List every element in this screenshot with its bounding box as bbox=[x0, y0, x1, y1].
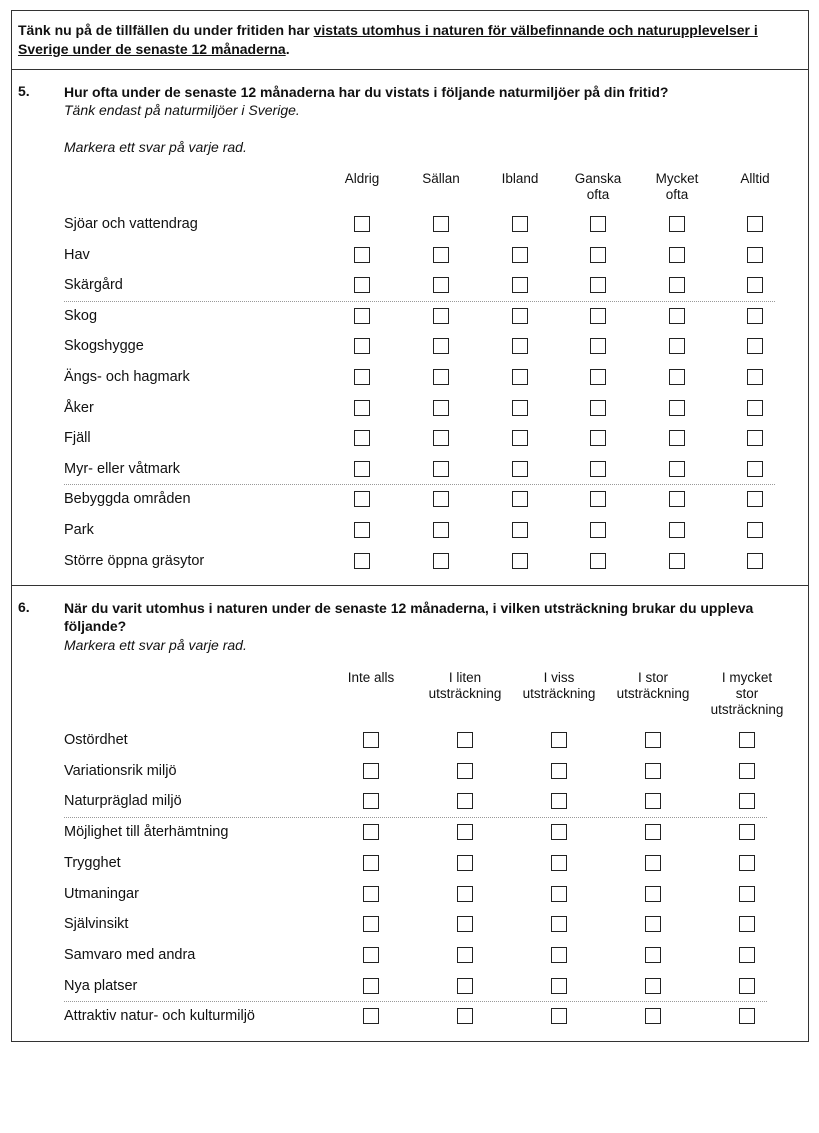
answer-checkbox[interactable] bbox=[512, 247, 528, 263]
answer-checkbox[interactable] bbox=[551, 886, 567, 902]
row-group-divider bbox=[64, 484, 775, 485]
answer-checkbox[interactable] bbox=[433, 216, 449, 232]
intro-underlined: vistats utomhus i naturen för välbefinnande och naturupplevelser i Sverige under de senaste 12 månaderna bbox=[18, 22, 758, 57]
answer-checkbox[interactable] bbox=[590, 338, 606, 354]
row-label: Samvaro med andra bbox=[64, 946, 196, 963]
answer-checkbox[interactable] bbox=[433, 400, 449, 416]
answer-checkbox[interactable] bbox=[512, 430, 528, 446]
question-5-hint: Tänk endast på naturmiljöer i Sverige. bbox=[64, 102, 300, 118]
answer-checkbox[interactable] bbox=[433, 430, 449, 446]
answer-checkbox[interactable] bbox=[433, 277, 449, 293]
answer-checkbox[interactable] bbox=[433, 491, 449, 507]
answer-checkbox[interactable] bbox=[457, 947, 473, 963]
column-header: Inte alls bbox=[347, 670, 395, 685]
answer-checkbox[interactable] bbox=[363, 824, 379, 840]
answer-checkbox[interactable] bbox=[433, 338, 449, 354]
answer-checkbox[interactable] bbox=[739, 886, 755, 902]
answer-checkbox[interactable] bbox=[551, 824, 567, 840]
answer-checkbox[interactable] bbox=[747, 247, 763, 263]
answer-checkbox[interactable] bbox=[363, 763, 379, 779]
answer-checkbox[interactable] bbox=[354, 461, 370, 477]
answer-checkbox[interactable] bbox=[645, 886, 661, 902]
answer-checkbox[interactable] bbox=[739, 1008, 755, 1024]
answer-checkbox[interactable] bbox=[669, 369, 685, 385]
intro-plain: Tänk nu på de tillfällen du under fritiden har bbox=[18, 22, 314, 38]
answer-checkbox[interactable] bbox=[669, 430, 685, 446]
answer-checkbox[interactable] bbox=[457, 978, 473, 994]
answer-checkbox[interactable] bbox=[457, 1008, 473, 1024]
row-label: Skog bbox=[64, 307, 98, 324]
row-label: Ängs- och hagmark bbox=[64, 369, 190, 385]
answer-checkbox[interactable] bbox=[551, 763, 567, 779]
answer-checkbox[interactable] bbox=[433, 553, 449, 569]
answer-checkbox[interactable] bbox=[512, 522, 528, 538]
answer-checkbox[interactable] bbox=[433, 369, 449, 385]
answer-checkbox[interactable] bbox=[739, 824, 755, 840]
row-label: Skärgård bbox=[64, 277, 123, 294]
answer-checkbox[interactable] bbox=[669, 400, 685, 416]
answer-checkbox[interactable] bbox=[645, 978, 661, 994]
answer-checkbox[interactable] bbox=[590, 216, 606, 232]
row-label: Större öppna gräsytor bbox=[64, 552, 205, 569]
answer-checkbox[interactable] bbox=[363, 793, 379, 809]
question-5-number: 5. bbox=[18, 83, 30, 99]
row-label: Nya platser bbox=[64, 977, 138, 994]
answer-checkbox[interactable] bbox=[645, 732, 661, 748]
answer-checkbox[interactable] bbox=[512, 400, 528, 416]
answer-checkbox[interactable] bbox=[354, 522, 370, 538]
answer-checkbox[interactable] bbox=[747, 522, 763, 538]
question-5-instruction: Markera ett svar på varje rad. bbox=[64, 139, 247, 155]
answer-checkbox[interactable] bbox=[645, 793, 661, 809]
answer-checkbox[interactable] bbox=[363, 947, 379, 963]
answer-checkbox[interactable] bbox=[747, 369, 763, 385]
answer-checkbox[interactable] bbox=[590, 400, 606, 416]
answer-checkbox[interactable] bbox=[747, 216, 763, 232]
answer-checkbox[interactable] bbox=[354, 491, 370, 507]
answer-checkbox[interactable] bbox=[354, 277, 370, 293]
answer-checkbox[interactable] bbox=[590, 308, 606, 324]
answer-checkbox[interactable] bbox=[739, 978, 755, 994]
answer-checkbox[interactable] bbox=[551, 978, 567, 994]
row-group-divider bbox=[64, 817, 767, 818]
answer-checkbox[interactable] bbox=[739, 763, 755, 779]
answer-checkbox[interactable] bbox=[457, 793, 473, 809]
answer-checkbox[interactable] bbox=[747, 553, 763, 569]
answer-checkbox[interactable] bbox=[512, 491, 528, 507]
row-label: Ostördhet bbox=[64, 732, 128, 748]
answer-checkbox[interactable] bbox=[551, 916, 567, 932]
intro-text bbox=[18, 21, 798, 59]
column-header: Ganska ofta bbox=[574, 171, 622, 202]
answer-checkbox[interactable] bbox=[363, 855, 379, 871]
answer-checkbox[interactable] bbox=[363, 978, 379, 994]
answer-checkbox[interactable] bbox=[354, 308, 370, 324]
answer-checkbox[interactable] bbox=[551, 947, 567, 963]
answer-checkbox[interactable] bbox=[363, 886, 379, 902]
answer-checkbox[interactable] bbox=[512, 338, 528, 354]
answer-checkbox[interactable] bbox=[669, 491, 685, 507]
answer-checkbox[interactable] bbox=[739, 947, 755, 963]
answer-checkbox[interactable] bbox=[669, 522, 685, 538]
question-6-instruction: Markera ett svar på varje rad. bbox=[64, 637, 247, 653]
row-label: Park bbox=[64, 522, 94, 538]
answer-checkbox[interactable] bbox=[551, 1008, 567, 1024]
divider bbox=[12, 69, 808, 70]
answer-checkbox[interactable] bbox=[354, 400, 370, 416]
row-label: Naturpräglad miljö bbox=[64, 793, 182, 810]
answer-checkbox[interactable] bbox=[512, 308, 528, 324]
answer-checkbox[interactable] bbox=[354, 553, 370, 569]
answer-checkbox[interactable] bbox=[645, 1008, 661, 1024]
answer-checkbox[interactable] bbox=[354, 430, 370, 446]
row-label: Fjäll bbox=[64, 430, 91, 447]
answer-checkbox[interactable] bbox=[551, 732, 567, 748]
answer-checkbox[interactable] bbox=[739, 793, 755, 809]
row-group-divider bbox=[64, 301, 775, 302]
question-6-number: 6. bbox=[18, 599, 30, 615]
answer-checkbox[interactable] bbox=[645, 947, 661, 963]
answer-checkbox[interactable] bbox=[739, 855, 755, 871]
answer-checkbox[interactable] bbox=[669, 338, 685, 354]
row-label: Möjlighet till återhämtning bbox=[64, 824, 229, 841]
answer-checkbox[interactable] bbox=[747, 277, 763, 293]
row-label: Skogshygge bbox=[64, 338, 144, 355]
column-header: I mycket stor utsträckning bbox=[710, 670, 784, 717]
answer-checkbox[interactable] bbox=[457, 824, 473, 840]
question-5-text: Hur ofta under de senaste 12 månaderna har du vistats i följande naturmiljöer på din fritid? bbox=[64, 84, 669, 100]
answer-checkbox[interactable] bbox=[433, 247, 449, 263]
questionnaire-page bbox=[11, 10, 809, 1042]
answer-checkbox[interactable] bbox=[433, 308, 449, 324]
column-header: Alltid bbox=[740, 171, 770, 186]
answer-checkbox[interactable] bbox=[354, 247, 370, 263]
question-6-text: När du varit utomhus i naturen under de senaste 12 månaderna, i vilken utsträckning brukar du uppleva följande? bbox=[64, 600, 754, 634]
answer-checkbox[interactable] bbox=[747, 308, 763, 324]
answer-checkbox[interactable] bbox=[512, 216, 528, 232]
answer-checkbox[interactable] bbox=[457, 886, 473, 902]
answer-checkbox[interactable] bbox=[590, 277, 606, 293]
answer-checkbox[interactable] bbox=[363, 916, 379, 932]
answer-checkbox[interactable] bbox=[551, 793, 567, 809]
column-header: Ibland bbox=[501, 171, 539, 186]
answer-checkbox[interactable] bbox=[669, 277, 685, 293]
intro-end: . bbox=[285, 41, 290, 57]
answer-checkbox[interactable] bbox=[457, 916, 473, 932]
row-label: Åker bbox=[64, 399, 94, 416]
answer-checkbox[interactable] bbox=[645, 855, 661, 871]
answer-checkbox[interactable] bbox=[747, 461, 763, 477]
answer-checkbox[interactable] bbox=[739, 916, 755, 932]
answer-checkbox[interactable] bbox=[590, 369, 606, 385]
answer-checkbox[interactable] bbox=[457, 732, 473, 748]
column-header: Mycket ofta bbox=[655, 171, 699, 202]
row-label: Självinsikt bbox=[64, 916, 129, 933]
row-label: Utmaningar bbox=[64, 885, 139, 902]
row-label: Hav bbox=[64, 246, 90, 263]
column-header: I viss utsträckning bbox=[522, 670, 596, 701]
row-label: Myr- eller våtmark bbox=[64, 460, 181, 477]
answer-checkbox[interactable] bbox=[669, 308, 685, 324]
answer-checkbox[interactable] bbox=[590, 491, 606, 507]
answer-checkbox[interactable] bbox=[747, 338, 763, 354]
answer-checkbox[interactable] bbox=[512, 369, 528, 385]
answer-checkbox[interactable] bbox=[669, 461, 685, 477]
answer-checkbox[interactable] bbox=[512, 461, 528, 477]
answer-checkbox[interactable] bbox=[457, 763, 473, 779]
answer-checkbox[interactable] bbox=[433, 522, 449, 538]
answer-checkbox[interactable] bbox=[363, 1008, 379, 1024]
answer-checkbox[interactable] bbox=[363, 732, 379, 748]
row-label: Attraktiv natur- och kulturmiljö bbox=[64, 1008, 255, 1025]
column-header: Sällan bbox=[422, 171, 460, 186]
answer-checkbox[interactable] bbox=[590, 247, 606, 263]
row-label: Bebyggda områden bbox=[64, 491, 191, 508]
answer-checkbox[interactable] bbox=[512, 553, 528, 569]
column-header: Aldrig bbox=[344, 171, 380, 186]
answer-checkbox[interactable] bbox=[551, 855, 567, 871]
answer-checkbox[interactable] bbox=[747, 491, 763, 507]
row-label: Trygghet bbox=[64, 854, 121, 871]
answer-checkbox[interactable] bbox=[354, 338, 370, 354]
answer-checkbox[interactable] bbox=[669, 553, 685, 569]
answer-checkbox[interactable] bbox=[590, 522, 606, 538]
answer-checkbox[interactable] bbox=[669, 247, 685, 263]
answer-checkbox[interactable] bbox=[354, 216, 370, 232]
answer-checkbox[interactable] bbox=[645, 824, 661, 840]
answer-checkbox[interactable] bbox=[645, 916, 661, 932]
divider bbox=[12, 585, 808, 586]
answer-checkbox[interactable] bbox=[590, 430, 606, 446]
row-group-divider bbox=[64, 1001, 767, 1002]
answer-checkbox[interactable] bbox=[645, 763, 661, 779]
answer-checkbox[interactable] bbox=[590, 553, 606, 569]
column-header: I liten utsträckning bbox=[428, 670, 502, 701]
answer-checkbox[interactable] bbox=[747, 400, 763, 416]
answer-checkbox[interactable] bbox=[457, 855, 473, 871]
answer-checkbox[interactable] bbox=[433, 461, 449, 477]
column-header: I stor utsträckning bbox=[616, 670, 690, 701]
answer-checkbox[interactable] bbox=[354, 369, 370, 385]
row-label: Sjöar och vattendrag bbox=[64, 216, 198, 232]
answer-checkbox[interactable] bbox=[590, 461, 606, 477]
answer-checkbox[interactable] bbox=[669, 216, 685, 232]
answer-checkbox[interactable] bbox=[747, 430, 763, 446]
row-label: Variationsrik miljö bbox=[64, 762, 177, 779]
answer-checkbox[interactable] bbox=[739, 732, 755, 748]
answer-checkbox[interactable] bbox=[512, 277, 528, 293]
